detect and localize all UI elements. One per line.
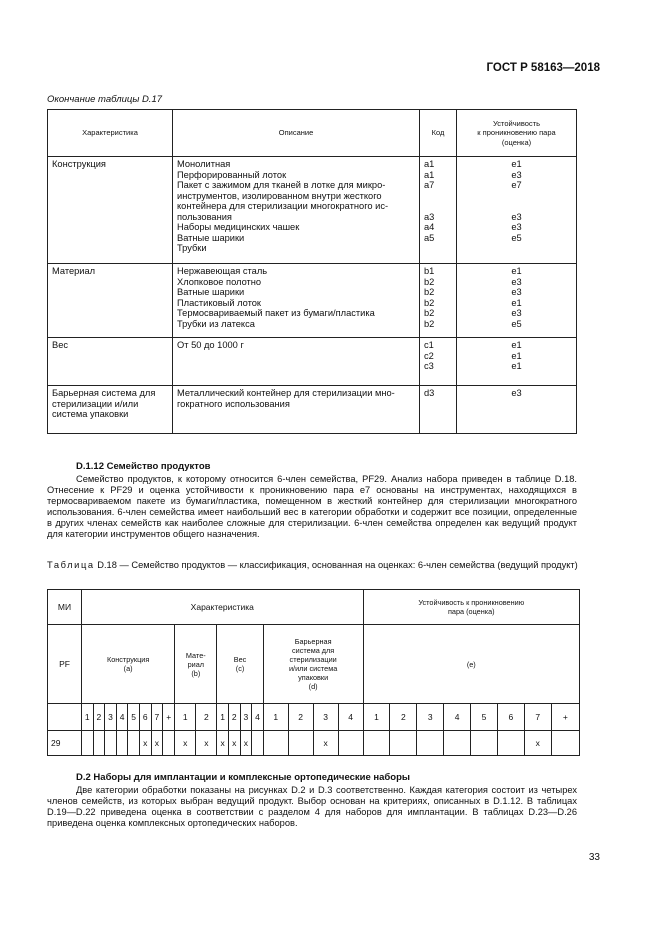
- number-cell: 2: [196, 704, 217, 731]
- number-cell: 1: [175, 704, 196, 731]
- table18-caption: [47, 560, 587, 571]
- mark-cell: [471, 731, 498, 756]
- mark-cell: x: [217, 731, 229, 756]
- number-cell: 5: [471, 704, 498, 731]
- description-cell: [173, 338, 420, 386]
- number-cell: 2: [288, 704, 313, 731]
- code-value: a1: [424, 159, 435, 169]
- code-value: a1: [424, 169, 435, 180]
- code-cell: [420, 386, 457, 434]
- number-cell: +: [551, 704, 579, 731]
- section-paragraph-d2: Две категории обработки показаны на рисунках D.2 и D.3 соответственно. Каждая категория состоит из четырех членов семейств, из которых выбран ведущий продукт. Выбор основан на критериях, описанных в D.1.12. В таблицах D.19—D.22 приведена оценка в соответствии с разделом 4 для наборов для имплантации. В таблицах D.23—D.26 приведена оценка комплексных ортопедических наборов.: [47, 785, 577, 828]
- page-number: 33: [588, 852, 600, 863]
- description-line: Трубки из латекса: [177, 318, 255, 329]
- number-cell: 4: [444, 704, 471, 731]
- code-value: b2: [424, 318, 435, 329]
- score-value: e3: [511, 276, 522, 287]
- table17-header-score: Устойчивость к проникновению пара (оценка): [457, 110, 577, 157]
- score-cell: [457, 386, 577, 434]
- code-value: b1: [424, 266, 435, 276]
- table17-header-characteristic: Характеристика: [48, 110, 173, 157]
- code-cell: [420, 157, 457, 264]
- description-line: Трубки: [177, 243, 207, 253]
- group-resistance: (е): [363, 625, 579, 704]
- description-cell: [173, 157, 420, 264]
- section-heading-d112: D.1.12 Семейство продуктов: [76, 461, 211, 472]
- mark-cell: [252, 731, 264, 756]
- mark-cell: [338, 731, 363, 756]
- number-cell: 3: [105, 704, 117, 731]
- description-line: Ватные шарики: [177, 287, 245, 297]
- description-cell: [173, 264, 420, 338]
- section-heading-d2: D.2 Наборы для имплантации и комплексные ортопедические наборы: [76, 772, 411, 783]
- code-value: a3: [424, 211, 435, 222]
- number-cell: 2: [93, 704, 105, 731]
- code-value: c1: [424, 340, 434, 350]
- score-value: e3: [511, 308, 522, 318]
- mark-cell: [417, 731, 444, 756]
- number-cell: 4: [116, 704, 128, 731]
- description-line: Термосвариваемый пакет из бумаги/пластика: [177, 308, 375, 318]
- number-cell: 1: [363, 704, 390, 731]
- number-cell: 2: [228, 704, 240, 731]
- number-cell: 7: [151, 704, 163, 731]
- table18-caption-prefix: Таблица: [47, 560, 95, 570]
- table17-caption: Окончание таблицы D.17: [47, 94, 163, 105]
- section-paragraph-d112: Семейство продуктов, к которому относится 6-член семейства, PF29. Анализ набора приведен в таблице D.18. Отнесение к PF29 и оценка устойчивости к проникновению пара e7 основаны на инструментах, находящихся в термосвариваемом пакете из бумаги/пластика, помещенном в жесткий контейнер для стерилизации многократного использования. 6-член семейства имеет наибольший вес в категории обработки и содержит все позиции, определенные в других членах семейств как наиболее сложные для стерилизации. 6-член семейства определен как ведущий продукт для категории инструментов общего назначения.: [47, 474, 577, 539]
- mark-cell: x: [151, 731, 163, 756]
- mark-cell: x: [139, 731, 151, 756]
- table18-caption-text: D.18 — Семейство продуктов — классификация, основанная на оценках: 6-член семейства (ведущий продукт): [97, 560, 578, 570]
- mark-cell: [497, 731, 524, 756]
- number-cell: 3: [240, 704, 252, 731]
- mark-cell: [163, 731, 175, 756]
- mark-cell: [128, 731, 140, 756]
- code-value: c2: [424, 350, 434, 361]
- mark-cell: [82, 731, 94, 756]
- description-line: Металлический контейнер для стерилизации мно- гократного использования: [177, 388, 395, 409]
- standard-header: ГОСТ Р 58163—2018: [486, 62, 600, 74]
- number-cell: 6: [139, 704, 151, 731]
- code-value: b2: [424, 297, 435, 308]
- table-d18: [47, 589, 580, 756]
- number-cell: 5: [128, 704, 140, 731]
- code-value: a4: [424, 222, 435, 232]
- mark-cell: x: [196, 731, 217, 756]
- score-value: e1: [511, 361, 522, 371]
- header-resistance: Устойчивость к проникновению пара (оценка): [363, 590, 579, 625]
- score-value: e1: [511, 350, 522, 361]
- characteristic-cell: Конструкция: [48, 157, 173, 264]
- table-row: [48, 338, 577, 386]
- table-row: [48, 386, 577, 434]
- description-line: Перфорированный лоток: [177, 169, 287, 180]
- characteristic-cell: Материал: [48, 264, 173, 338]
- group-material: Мате- риал (b): [175, 625, 217, 704]
- description-line: Хлопковое полотно: [177, 276, 262, 287]
- group-barrier-system: Барьерная система для стерилизации и/или система упаковки (d): [263, 625, 363, 704]
- table-row: [48, 731, 580, 756]
- number-cell: 7: [524, 704, 551, 731]
- description-line: От 50 до 1000 г: [177, 340, 244, 350]
- mark-cell: [551, 731, 579, 756]
- table17-header-row: [48, 110, 577, 157]
- mark-cell: x: [313, 731, 338, 756]
- number-cell: 6: [497, 704, 524, 731]
- mark-cell: x: [524, 731, 551, 756]
- mark-cell: [93, 731, 105, 756]
- table-d17: [47, 109, 577, 434]
- description-line: Ватные шарики: [177, 232, 245, 243]
- description-line: Наборы медицинских чашек: [177, 222, 300, 232]
- header-mi: МИ: [48, 590, 82, 625]
- number-cell: 4: [338, 704, 363, 731]
- description-line: Монолитная: [177, 159, 231, 169]
- table-row: [48, 157, 577, 264]
- score-value: e1: [511, 340, 522, 350]
- row-id-cell: 29: [48, 731, 82, 756]
- description-line: Нержавеющая сталь: [177, 266, 268, 276]
- score-value: e5: [511, 232, 522, 243]
- score-value: e1: [511, 266, 522, 276]
- header-pf: PF: [48, 625, 82, 704]
- number-cell: 1: [82, 704, 94, 731]
- number-cell: 2: [390, 704, 417, 731]
- mark-cell: [288, 731, 313, 756]
- number-cell: 3: [313, 704, 338, 731]
- number-cell: 1: [263, 704, 288, 731]
- score-value: e7: [511, 180, 522, 190]
- score-cell: [457, 157, 577, 264]
- table17-header-code: Код: [420, 110, 457, 157]
- number-cell: +: [163, 704, 175, 731]
- score-value: e3: [511, 222, 522, 232]
- code-value: b2: [424, 308, 435, 318]
- table18-number-row: [48, 704, 580, 731]
- mark-cell: [105, 731, 117, 756]
- mark-cell: x: [175, 731, 196, 756]
- group-construction: Конструкция (а): [82, 625, 175, 704]
- code-cell: [420, 264, 457, 338]
- score-value: e3: [511, 211, 522, 222]
- score-cell: [457, 338, 577, 386]
- mark-cell: x: [240, 731, 252, 756]
- characteristic-cell: Барьерная система для стерилизации и/или система упаковки: [48, 386, 173, 434]
- score-value: e3: [511, 169, 522, 180]
- description-line: Пластиковый лоток: [177, 297, 262, 308]
- table18-header-row: [48, 590, 580, 625]
- mark-cell: [390, 731, 417, 756]
- code-cell: [420, 338, 457, 386]
- code-value: b2: [424, 287, 435, 297]
- code-value: c3: [424, 361, 434, 371]
- table18-group-row: [48, 625, 580, 704]
- score-value: e5: [511, 318, 522, 329]
- number-cell-empty: [48, 704, 82, 731]
- score-value: e1: [511, 297, 522, 308]
- code-value: d3: [424, 388, 435, 398]
- code-value: a7: [424, 180, 435, 190]
- code-value: b2: [424, 276, 435, 287]
- table17-header-description: Описание: [173, 110, 420, 157]
- mark-cell: [363, 731, 390, 756]
- description-cell: [173, 386, 420, 434]
- number-cell: 1: [217, 704, 229, 731]
- mark-cell: [263, 731, 288, 756]
- code-value: a5: [424, 232, 435, 243]
- number-cell: 4: [252, 704, 264, 731]
- score-value: e1: [511, 159, 522, 169]
- header-characteristic: Характеристика: [82, 590, 364, 625]
- score-value: e3: [511, 388, 522, 398]
- description-line: Пакет с зажимом для тканей в лотке для микро- инструментов, изолированном внутри жесткого контейнера для стерилизации многократного ис- пользования: [177, 180, 389, 222]
- score-cell: [457, 264, 577, 338]
- mark-cell: x: [228, 731, 240, 756]
- group-weight: Вес (с): [217, 625, 263, 704]
- number-cell: 3: [417, 704, 444, 731]
- characteristic-cell: Вес: [48, 338, 173, 386]
- mark-cell: [444, 731, 471, 756]
- table-row: [48, 264, 577, 338]
- mark-cell: [116, 731, 128, 756]
- score-value: e3: [511, 287, 522, 297]
